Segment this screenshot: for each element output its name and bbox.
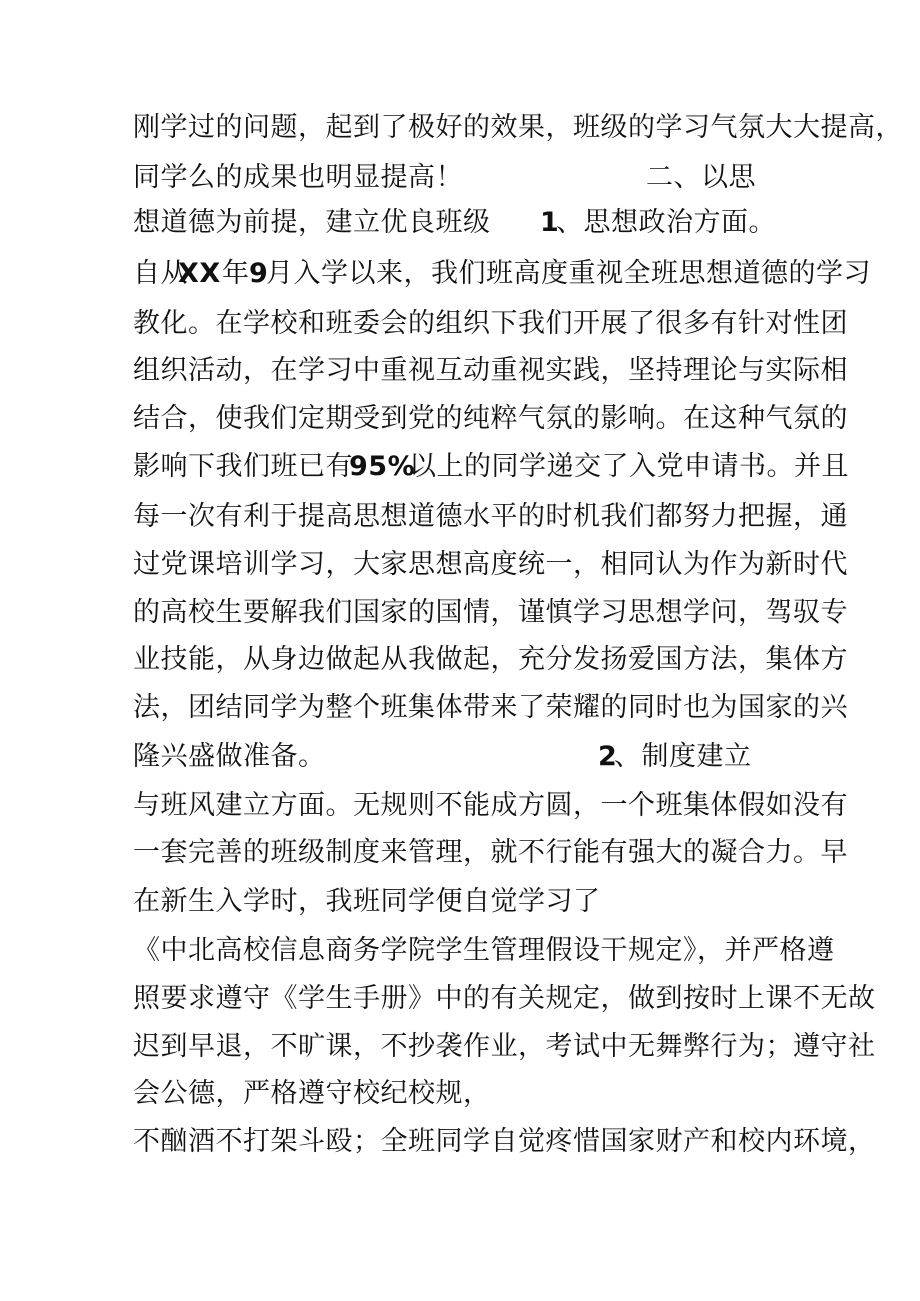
text-line-4-part-1: 自从 xyxy=(133,258,188,289)
subsection-heading-1: 、思想政治方面。 xyxy=(556,207,776,238)
text-line-21: 会公德，严格遵守校纪校规， xyxy=(133,1078,491,1109)
text-line-15: 与班风建立方面。无规则不能成方圆，一个班集体假如没有 xyxy=(133,790,848,821)
text-line-4-part-2: 年 xyxy=(222,258,250,289)
text-line-19: 照要求遵守《学生手册》中的有关规定，做到按时上课不无故 xyxy=(133,983,876,1014)
text-line-5: 教化。在学校和班委会的组织下我们开展了很多有针对性团 xyxy=(133,308,848,339)
text-line-1: 刚学过的问题，起到了极好的效果，班级的学习气氛大大提高， xyxy=(133,112,903,143)
text-line-9: 每一次有利于提高思想道德水平的时机我们都努力把握，通 xyxy=(133,501,848,532)
text-line-12: 业技能，从身边做起从我做起，充分发扬爱国方法，集体方 xyxy=(133,644,848,675)
subsection-number-2: 2 xyxy=(598,741,618,772)
text-line-2: 同学么的成果也明显提高！ xyxy=(133,162,463,193)
text-line-17: 在新生入学时，我班同学便自觉学习了 xyxy=(133,886,601,917)
text-line-16: 一套完善的班级制度来管理，就不行能有强大的凝合力。早 xyxy=(133,837,848,868)
text-line-4-part-3: 月入学以来，我们班高度重视全班思想道德的学习 xyxy=(266,258,871,289)
month-value: 9 xyxy=(249,258,269,289)
text-line-6: 组织活动，在学习中重视互动重视实践，坚持理论与实际相 xyxy=(133,355,848,386)
text-line-3: 想道德为前提，建立优良班级 xyxy=(133,207,491,238)
text-line-11: 的高校生要解我们国家的国情，谨慎学习思想学问，驾驭专 xyxy=(133,597,848,628)
text-line-18: 《中北高校信息商务学院学生管理假设干规定》，并严格遵 xyxy=(133,935,835,966)
text-line-7: 结合，使我们定期受到党的纯粹气氛的影响。在这种气氛的 xyxy=(133,403,848,434)
subsection-number-1: 1 xyxy=(540,207,560,238)
section-heading-2: 二、以思 xyxy=(646,162,756,193)
text-line-14: 隆兴盛做准备。 xyxy=(133,741,326,772)
text-line-20: 迟到早退，不旷课，不抄袭作业，考试中无舞弊行为；遵守社 xyxy=(133,1031,876,1062)
percentage-value: 95% xyxy=(349,451,416,482)
text-line-13: 法，团结同学为整个班集体带来了荣耀的同时也为国家的兴 xyxy=(133,692,848,723)
subsection-heading-2: 、制度建立 xyxy=(614,741,752,772)
text-line-22: 不酗酒不打架斗殴；全班同学自觉疼惜国家财产和校内环境， xyxy=(133,1126,876,1157)
text-line-10: 过党课培训学习，大家思想高度统一，相同认为作为新时代 xyxy=(133,549,848,580)
text-line-8-part-1: 影响下我们班已有 xyxy=(133,451,353,482)
text-line-8-part-2: 以上的同学递交了入党申请书。并且 xyxy=(409,451,849,482)
year-value: XX xyxy=(178,258,221,289)
